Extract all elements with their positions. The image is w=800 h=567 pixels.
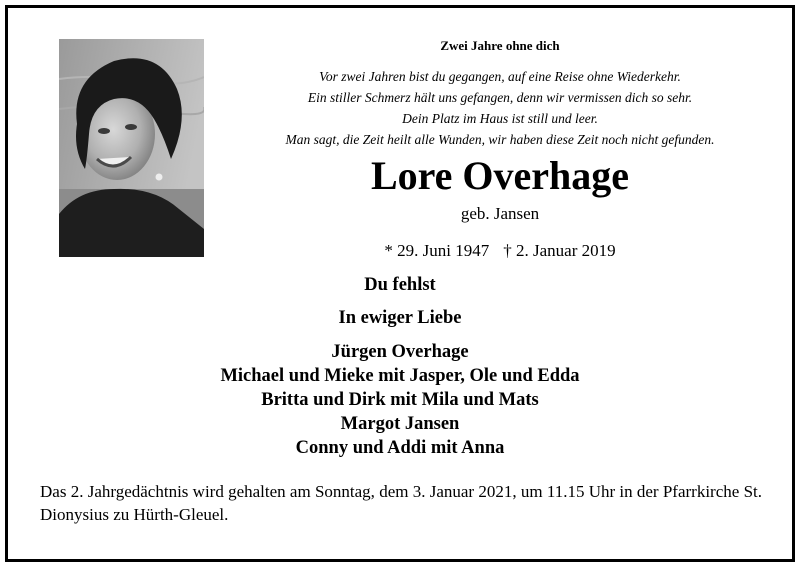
mourner: Jürgen Overhage [331, 342, 469, 362]
poem-title: Zwei Jahre ohne dich [440, 38, 560, 53]
death-date: † 2. Januar 2019 [503, 241, 616, 260]
mourner: Michael und Mieke mit Jasper, Ole und Edda [220, 366, 580, 386]
message-missing-row [0, 275, 800, 296]
message-love: In ewiger Liebe [338, 308, 462, 328]
portrait-photo [59, 39, 204, 257]
mourner: Britta und Dirk mit Mila und Mats [261, 390, 539, 410]
poem-line: Dein Platz im Haus ist still und leer. [402, 111, 598, 126]
birth-date: * 29. Juni 1947 [384, 241, 490, 260]
mourner: Margot Jansen [340, 414, 460, 434]
poem [238, 66, 762, 150]
memorial-notice: Das 2. Jahrgedächtnis wird gehalten am Sonntag, dem 3. Januar 2021, um 11.15 Uhr in der Pfarrkirche St. Dionysius zu Hürth-Gleuel. [40, 482, 762, 524]
message-missing: Du fehlst [364, 275, 436, 295]
deceased-name: Lore Overhage [370, 153, 630, 198]
poem-line: Ein stiller Schmerz hält uns gefangen, denn wir vermissen dich so sehr. [307, 90, 693, 105]
mourner: Conny und Addi mit Anna [295, 438, 505, 458]
poem-line: Vor zwei Jahren bist du gegangen, auf eine Reise ohne Wiederkehr. [319, 69, 681, 84]
poem-line: Man sagt, die Zeit heilt alle Wunden, wir haben diese Zeit noch nicht gefunden. [285, 132, 715, 147]
mourners-list [0, 340, 800, 460]
life-dates [245, 241, 755, 261]
maiden-name: geb. Jansen [460, 204, 540, 223]
